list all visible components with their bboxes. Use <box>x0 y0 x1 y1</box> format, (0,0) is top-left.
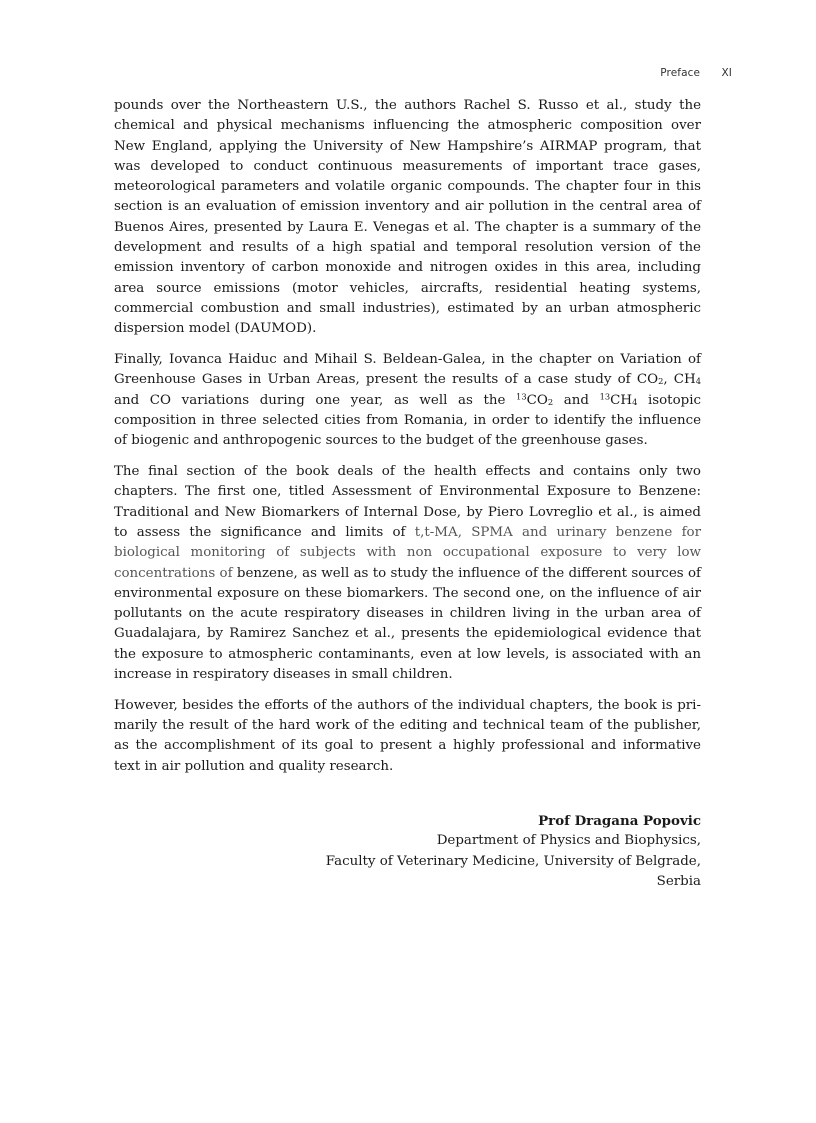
page-number: XI <box>721 67 732 79</box>
text-segment: isotopic composition in three selected cities from Romania, in order to identify the influence of biogenic and anthropogenic sources to the budget of the greenhouse gases. <box>114 392 701 449</box>
body-text <box>114 96 701 788</box>
text-segment: 2 <box>547 396 554 407</box>
text-segment: CO <box>526 392 548 408</box>
text-segment: pounds over the Northeastern U.S., the authors Rachel S. Russo et al., study the chemical and physical mechanisms influencing the atmospheric composition over New England, applying the University of New Hampshire’s AIRMAP program, that was developed to conduct continuous measurements of important trace gases, meteorological parameters and volatile organic compounds. The chapter four in this section is an evaluation of emission inventory and air pollution in the central area of Buenos Aires, presented by Laura E. Venegas et al. The chapter is a summary of the development and results of a high spatial and temporal resolution version of the emission inventory of carbon monoxide and nitrogen oxides in this area, including area source emissions (motor vehicles, aircrafts, residential heating systems, commercial combustion and small industries), estimated by an urban atmospheric dispersion model (DAUMOD). <box>114 98 701 337</box>
text-segment: Finally, Iovanca Haiduc and Mihail S. Beldean-Galea, in the chapter on Variation of Greenhouse Gases in Urban Areas, present the results of a case study of CO <box>114 352 701 388</box>
text-segment: 4 <box>695 376 702 387</box>
paragraph <box>114 696 701 777</box>
author-country: Serbia <box>656 873 701 889</box>
author-department: Department of Physics and Biophysics, <box>436 833 701 849</box>
text-segment: , CH <box>663 372 696 388</box>
text-segment: The final section of the book deals of the health effects and contains only two chapters. The first one, titled Assessment of Environmental Exposure to Benzene: Traditional and New Biomarkers of Internal Dose, by Piero Lovreglio et al., is aimed to assess the significance and limits of <box>114 464 701 540</box>
text-segment: 13 <box>516 391 527 402</box>
text-segment: benzene, as well as to study the influence of the different sources of environmental exposure on these biomarkers. The second one, on the influence of air pollutants on the acute respiratory diseases in children living in the urban area of Guadalajara, by Ramirez Sanchez et al., presents the epidemiological evidence that the exposure to atmospheric contaminants, even at low levels, is associated with an increase in respiratory diseases in small children. <box>114 565 701 683</box>
signature-block <box>326 811 701 892</box>
paragraph <box>114 96 701 340</box>
text-segment: t,t-MA, SPMA and urinary benzene for biological monitoring of subjects with non occupational exposure to very low concentrations of <box>114 524 701 581</box>
text-segment: 13 <box>599 391 611 402</box>
author-name: Prof Dragana Popovic <box>538 813 701 829</box>
running-header <box>660 67 732 79</box>
text-segment: and <box>553 392 600 408</box>
paragraph <box>114 350 701 451</box>
text-segment: CH <box>610 392 633 408</box>
text-segment: However, besides the efforts of the authors of the individual chapters, the book is primarily the result of the hard work of the editing and technical team of the publisher, as the accomplishment of its goal to present a highly professional and informative text in air pollution and quality research. <box>114 697 701 774</box>
header-section-title: Preface <box>660 67 701 79</box>
text-segment: 2 <box>658 376 664 387</box>
text-segment: and CO variations during one year, as well as the <box>114 392 517 408</box>
paragraph <box>114 462 701 685</box>
text-segment: 4 <box>632 396 638 407</box>
author-faculty: Faculty of Veterinary Medicine, University of Belgrade, <box>325 853 701 869</box>
